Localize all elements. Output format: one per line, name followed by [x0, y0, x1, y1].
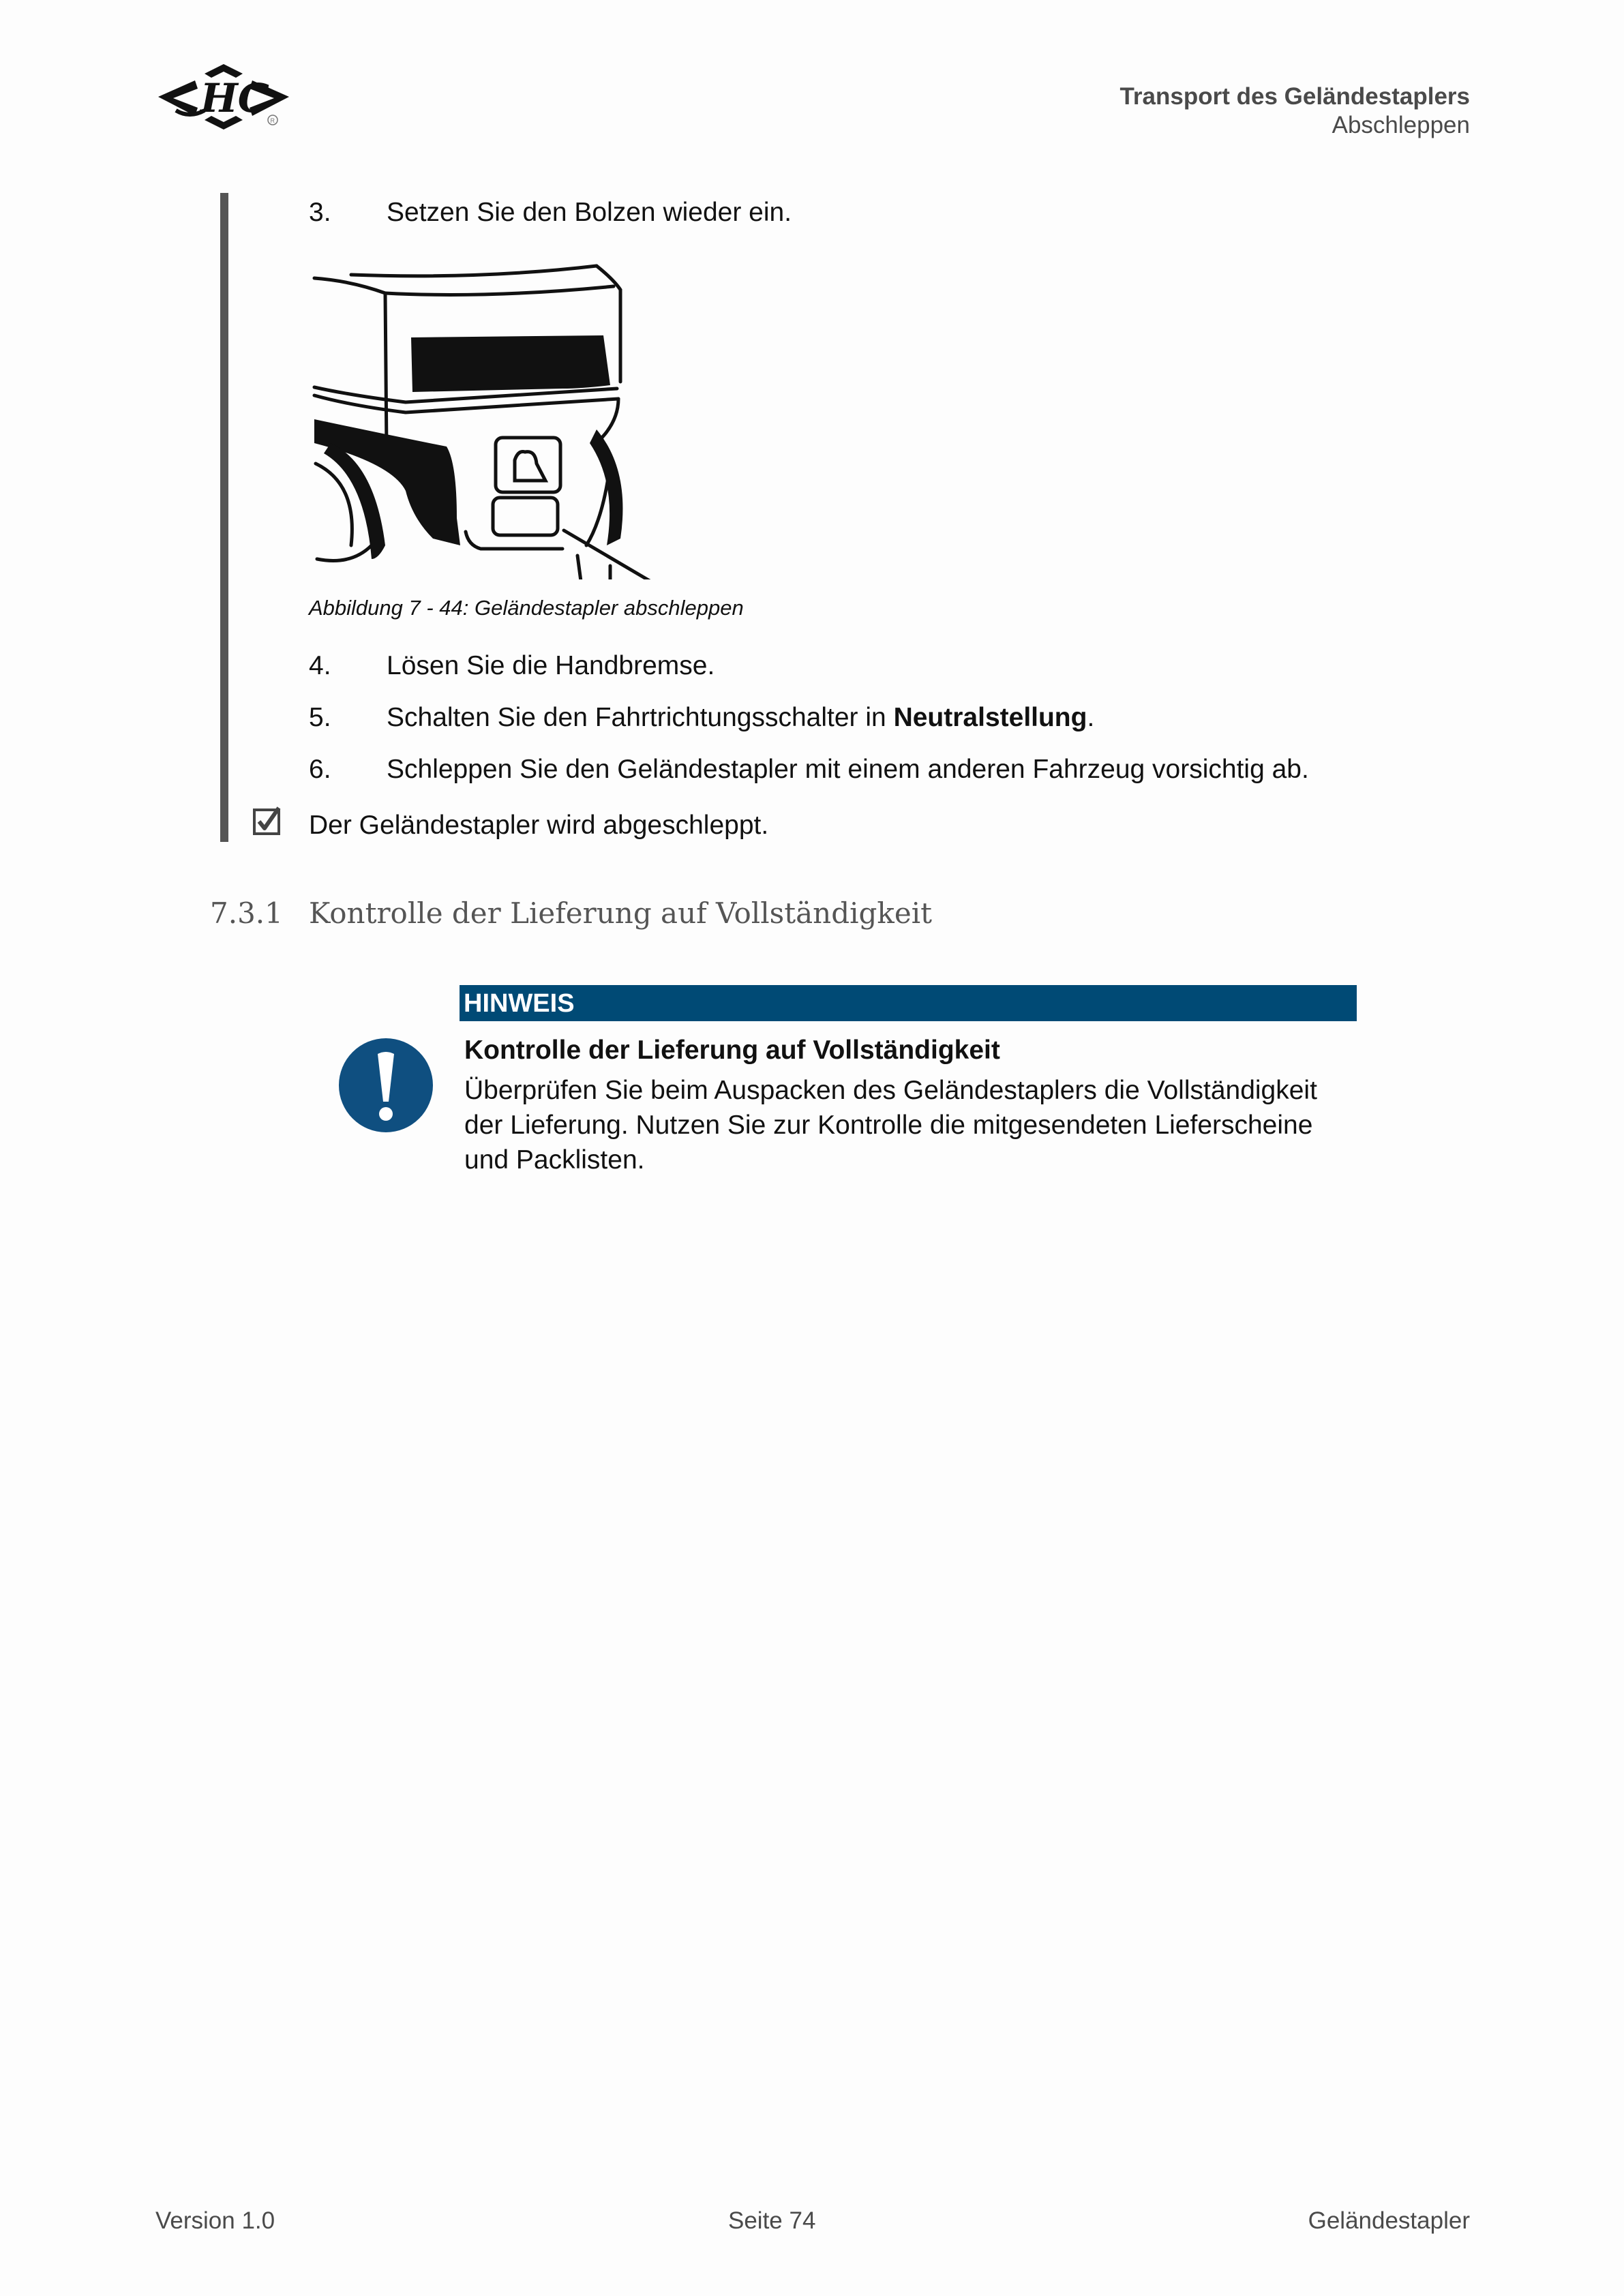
- emphasis-neutralstellung: Neutralstellung: [893, 703, 1087, 732]
- step-text: [387, 703, 1094, 733]
- result-text: Der Geländestapler wird abgeschleppt.: [309, 811, 769, 840]
- section-subtitle: Abschleppen: [1332, 112, 1470, 138]
- checkbox-checked-icon: [253, 806, 282, 835]
- notice-body: Überprüfen Sie beim Auspacken des Geländestaplers die Vollständigkeit der Lieferung. Nutzen Sie zur Kontrolle die mitgesendeten Lieferscheine und Packlisten.: [464, 1076, 1317, 1175]
- step-number: 4.: [309, 651, 331, 680]
- svg-text:R: R: [270, 117, 275, 124]
- figure-caption: Abbildung 7 - 44: Geländestapler abschleppen: [309, 596, 744, 620]
- step-number: 5.: [309, 703, 331, 732]
- step-text-part: .: [1087, 703, 1095, 732]
- chapter-title: Transport des Geländestaplers: [1119, 83, 1470, 110]
- exclamation-circle-icon: [338, 1038, 434, 1133]
- step-text: Setzen Sie den Bolzen wieder ein.: [387, 198, 792, 227]
- step-text: Lösen Sie die Handbremse.: [387, 651, 715, 680]
- footer-version: Version 1.0: [155, 2207, 275, 2234]
- footer-product: Geländestapler: [1308, 2207, 1470, 2234]
- notice-heading: Kontrolle der Lieferung auf Vollständigkeit: [464, 1036, 1000, 1065]
- step-number: 3.: [309, 198, 331, 227]
- change-bar: [220, 193, 228, 842]
- footer-page-number: Seite 74: [728, 2207, 816, 2234]
- section-number: 7.3.1: [210, 896, 283, 930]
- svg-text:HC: HC: [200, 75, 269, 121]
- step-text-part: Schalten Sie den Fahrtrichtungsschalter in: [387, 703, 894, 732]
- forklift-towing-illustration: [310, 259, 692, 579]
- shc-logo-icon: [155, 61, 292, 136]
- notice-label: HINWEIS: [464, 989, 575, 1018]
- notice-header: [460, 985, 1357, 1021]
- step-number: 6.: [309, 755, 331, 784]
- section-title: Kontrolle der Lieferung auf Vollständigkeit: [309, 896, 933, 930]
- step-text: Schleppen Sie den Geländestapler mit einem anderen Fahrzeug vorsichtig ab.: [387, 755, 1309, 784]
